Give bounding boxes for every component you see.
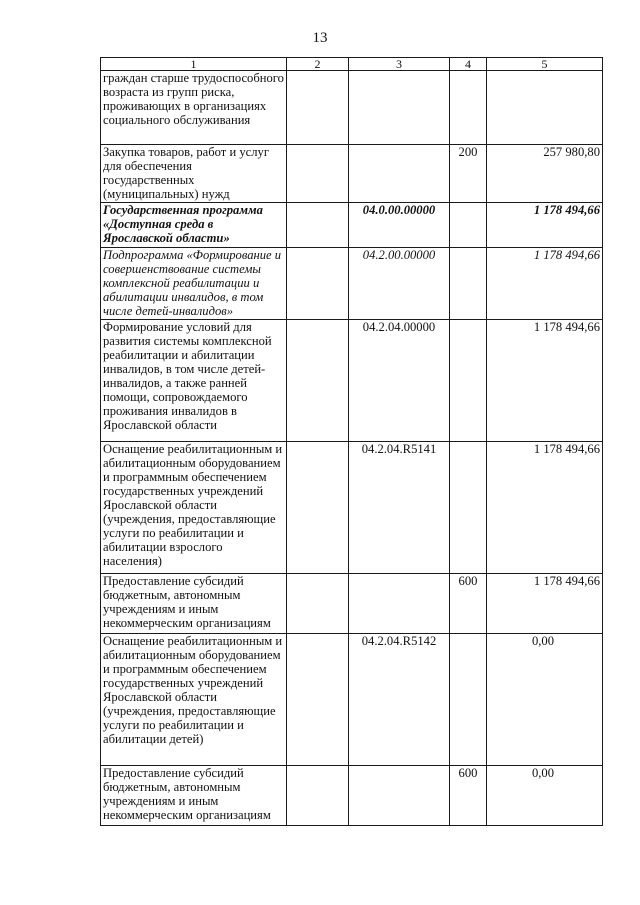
- row-type-cell: [450, 248, 487, 320]
- page-number: 13: [312, 30, 328, 46]
- row-amount-cell: 1 178 494,66: [487, 320, 603, 442]
- row-col2-cell: [287, 71, 349, 145]
- row-name-cell: Оснащение реабилитационным и абилитационным оборудованием и программным обеспечением государственных учреждений Ярославской области (учреждения, предоставляющие услуги по реабилитации и абилитации детей): [101, 634, 287, 766]
- row-type-cell: [450, 442, 487, 574]
- row-type-cell: 200: [450, 145, 487, 203]
- row-col2-cell: [287, 634, 349, 766]
- row-code-cell: 04.2.00.00000: [349, 248, 450, 320]
- row-col2-cell: [287, 574, 349, 634]
- row-col2-cell: [287, 320, 349, 442]
- row-type-cell: 600: [450, 574, 487, 634]
- row-name-cell: Формирование условий для развития системы комплексной реабилитации и абилитации инвалидов, в том числе детей-инвалидов, а также ранней помощи, сопровождаемого проживания инвалидов в Ярославской области: [101, 320, 287, 442]
- row-name-cell: Предоставление субсидий бюджетным, автономным учреждениям и иным некоммерческим организациям: [101, 574, 287, 634]
- row-type-cell: [450, 634, 487, 766]
- table-row: [101, 320, 603, 442]
- table-row: [101, 574, 603, 634]
- row-code-cell: 04.2.04.R5141: [349, 442, 450, 574]
- row-name-cell: Закупка товаров, работ и услуг для обеспечения государственных (муниципальных) нужд: [101, 145, 287, 203]
- row-amount-cell: 1 178 494,66: [487, 203, 603, 248]
- row-name-cell: Подпрограмма «Формирование и совершенствование системы комплексной реабилитации и абилитации инвалидов, в том числе детей-инвалидов»: [101, 248, 287, 320]
- table-row: [101, 766, 603, 826]
- column-header-1: 1: [101, 58, 287, 71]
- table-header-row: [101, 58, 603, 71]
- row-amount-cell: 1 178 494,66: [487, 248, 603, 320]
- row-amount-cell: [487, 71, 603, 145]
- row-code-cell: 04.0.00.00000: [349, 203, 450, 248]
- row-name-cell: граждан старше трудоспособного возраста из групп риска, проживающих в организациях социального обслуживания: [101, 71, 287, 145]
- row-amount-cell: 1 178 494,66: [487, 574, 603, 634]
- row-code-cell: [349, 766, 450, 826]
- row-amount-cell: 1 178 494,66: [487, 442, 603, 574]
- row-type-cell: [450, 71, 487, 145]
- column-header-4: 4: [450, 58, 487, 71]
- row-code-cell: [349, 145, 450, 203]
- row-amount-cell: 0,00: [487, 766, 603, 826]
- budget-table: [100, 57, 603, 826]
- row-type-cell: [450, 320, 487, 442]
- row-amount-cell: 0,00: [487, 634, 603, 766]
- table-row: [101, 145, 603, 203]
- row-code-cell: 04.2.04.00000: [349, 320, 450, 442]
- table-row: [101, 634, 603, 766]
- column-header-5: 5: [487, 58, 603, 71]
- table-row: [101, 248, 603, 320]
- row-name-cell: Оснащение реабилитационным и абилитационным оборудованием и программным обеспечением государственных учреждений Ярославской области (учреждения, предоставляющие услуги по реабилитации и абилитации взрослого населения): [101, 442, 287, 574]
- row-code-cell: 04.2.04.R5142: [349, 634, 450, 766]
- row-amount-cell: 257 980,80: [487, 145, 603, 203]
- row-name-cell: Предоставление субсидий бюджетным, автономным учреждениям и иным некоммерческим организациям: [101, 766, 287, 826]
- row-col2-cell: [287, 203, 349, 248]
- row-col2-cell: [287, 442, 349, 574]
- row-col2-cell: [287, 766, 349, 826]
- column-header-3: 3: [349, 58, 450, 71]
- row-code-cell: [349, 574, 450, 634]
- column-header-2: 2: [287, 58, 349, 71]
- row-col2-cell: [287, 145, 349, 203]
- table-row: [101, 71, 603, 145]
- row-type-cell: [450, 203, 487, 248]
- row-col2-cell: [287, 248, 349, 320]
- row-type-cell: 600: [450, 766, 487, 826]
- table-row: [101, 442, 603, 574]
- row-code-cell: [349, 71, 450, 145]
- row-name-cell: Государственная программа «Доступная среда в Ярославской области»: [101, 203, 287, 248]
- table-row: [101, 203, 603, 248]
